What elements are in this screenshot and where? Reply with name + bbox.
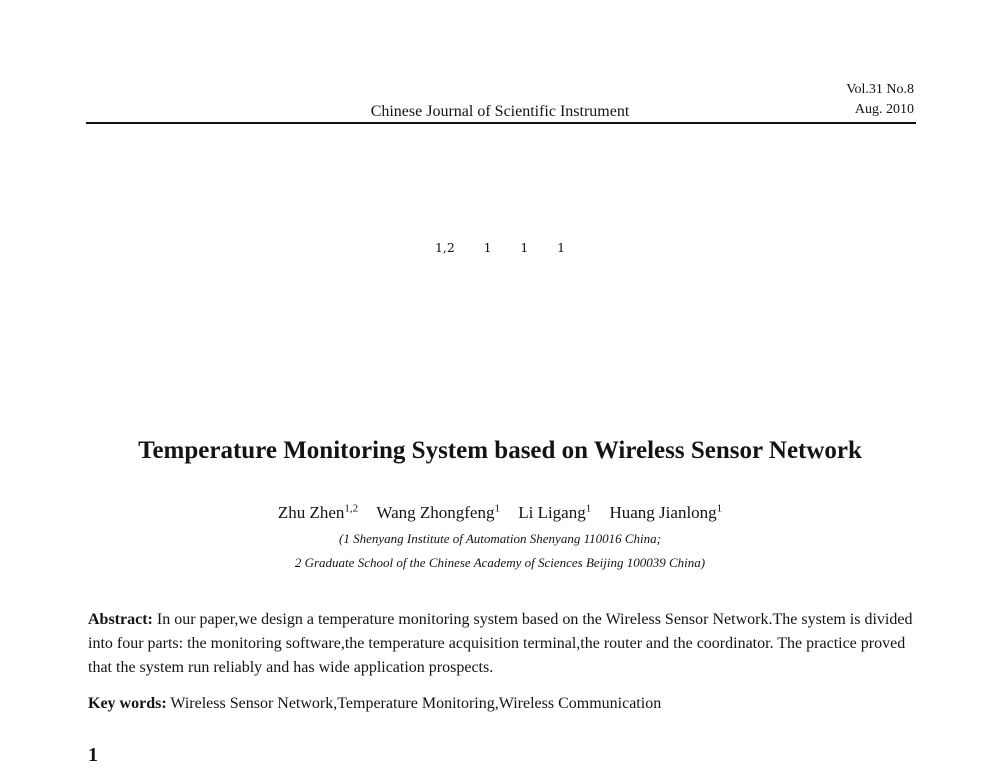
section-heading <box>88 742 98 768</box>
author-cn <box>520 240 529 262</box>
author-affil-mark: 1 <box>483 240 492 255</box>
affiliation-cn <box>0 270 1000 288</box>
author-affil-mark: 1,2 <box>344 502 359 514</box>
keywords-cn <box>88 382 914 406</box>
affiliation-en <box>0 527 1000 575</box>
author-affil-mark: 1 <box>520 240 529 255</box>
author-cn <box>483 240 492 262</box>
author-affil-mark: 1 <box>557 240 566 255</box>
author-name-en: Wang Zhongfeng <box>376 502 495 522</box>
author-affil-mark: 1 <box>716 502 723 514</box>
abstract-cn <box>88 330 914 378</box>
abstract-en <box>88 608 918 680</box>
keywords-en <box>88 692 918 716</box>
header-journal <box>330 76 670 122</box>
header-date-en: Aug. 2010 <box>854 102 914 117</box>
paper-title-en: Temperature Monitoring System based on Wireless Sensor Network <box>138 437 862 464</box>
author-affil-mark: 1,2 <box>434 240 455 255</box>
author-en <box>376 503 500 522</box>
author-en <box>278 503 358 522</box>
header-vol-date <box>846 80 914 120</box>
author-list-en <box>0 497 1000 524</box>
author-affil-mark: 1 <box>585 502 592 514</box>
affiliation-line-2: 2 Graduate School of the Chinese Academy of Sciences Beijing 100039 China) <box>294 555 706 570</box>
keywords-text-en: Wireless Sensor Network,Temperature Monitoring,Wireless Communication <box>170 695 662 712</box>
author-name-en: Li Ligang <box>518 502 586 522</box>
abstract-text-en: In our paper,we design a temperature monitoring system based on the Wireless Sensor Network.The system is divided into four parts: the monitoring software,the temperature acquisition terminal,the router and the coordinator. The practice proved that the system run reliably and has wide application prospects. <box>88 611 913 676</box>
author-cn <box>434 240 455 262</box>
abstract-label-en: Abstract: <box>88 611 153 628</box>
author-cn <box>557 240 566 262</box>
keywords-label-en: Key words: <box>88 695 167 712</box>
journal-title-cn <box>330 76 670 102</box>
author-affil-mark: 1 <box>494 502 500 514</box>
author-name-en: Zhu Zhen <box>277 502 345 522</box>
header-rule <box>86 122 916 124</box>
author-en <box>609 503 722 522</box>
paper-title-cn <box>0 160 1000 200</box>
author-en <box>518 503 591 522</box>
journal-title-en: Chinese Journal of Scientific Instrument <box>370 103 630 120</box>
header-vol-en: Vol.31 No.8 <box>846 82 914 97</box>
author-name-en: Huang Jianlong <box>609 502 717 522</box>
section-number: 1 <box>88 744 98 766</box>
affiliation-line-1: (1 Shenyang Institute of Automation Shenyang 110016 China; <box>339 531 661 546</box>
author-list-cn <box>0 240 1000 262</box>
